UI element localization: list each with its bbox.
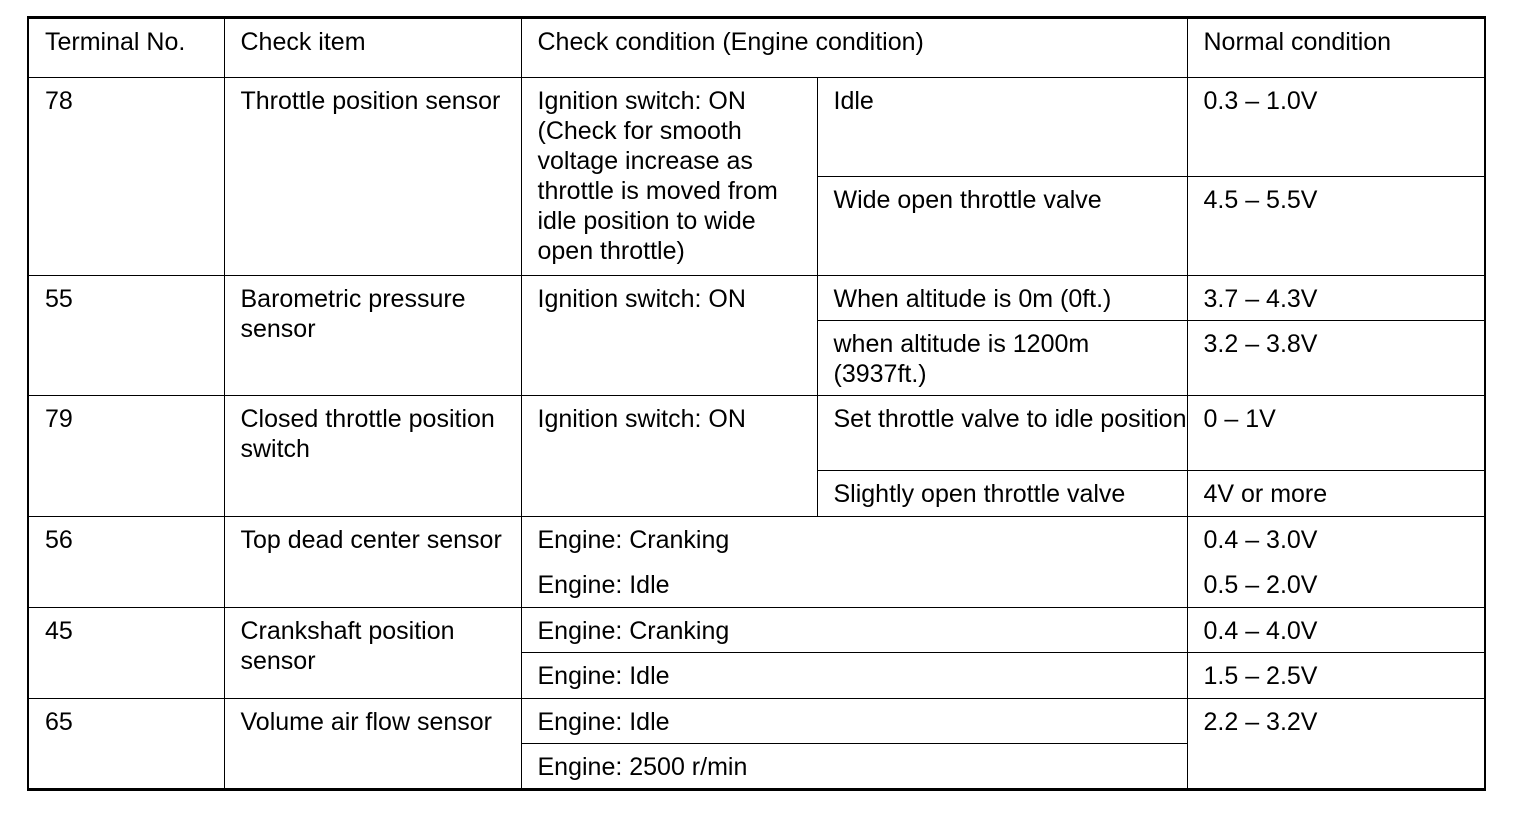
table-row — [28, 608, 1485, 653]
check-item-cell: Throttle position sensor — [224, 78, 521, 276]
engine-state-cell: Set throttle valve to idle position — [817, 396, 1187, 471]
normal-condition-cell: 4V or more — [1187, 471, 1485, 517]
normal-condition-cell: 0 – 1V — [1187, 396, 1485, 471]
table-row — [28, 699, 1485, 744]
check-condition-cell: Engine: Idle — [521, 562, 1187, 608]
header-terminal: Terminal No. — [28, 18, 224, 78]
check-condition-cell: Engine: Cranking — [521, 517, 1187, 562]
header-check-item: Check item — [224, 18, 521, 78]
check-condition-cell: Ignition switch: ON — [521, 276, 817, 396]
table-row — [28, 276, 1485, 321]
check-item-cell: Barometric pressure sensor — [224, 276, 521, 396]
check-condition-cell: Engine: Idle — [521, 699, 1187, 744]
normal-condition-cell: 0.4 – 4.0V — [1187, 608, 1485, 653]
check-condition-cell: Engine: 2500 r/min — [521, 744, 1187, 790]
engine-state-cell: when altitude is 1200m (3937ft.) — [817, 321, 1187, 396]
normal-condition-cell: 3.2 – 3.8V — [1187, 321, 1485, 396]
check-condition-cell: Ignition switch: ON (Check for smooth voltage increase as throttle is moved from idle position to wide open throttle) — [521, 78, 817, 276]
normal-condition-cell: 1.5 – 2.5V — [1187, 653, 1485, 699]
engine-state-cell: Wide open throttle valve — [817, 177, 1187, 276]
inspection-table — [27, 16, 1486, 791]
table-row — [28, 396, 1485, 471]
terminal-cell: 56 — [28, 517, 224, 608]
terminal-cell: 65 — [28, 699, 224, 790]
header-normal-condition: Normal condition — [1187, 18, 1485, 78]
terminal-cell: 45 — [28, 608, 224, 699]
check-item-cell: Crankshaft position sensor — [224, 608, 521, 699]
header-check-condition: Check condition (Engine condition) — [521, 18, 1187, 78]
check-condition-cell: Engine: Cranking — [521, 608, 1187, 653]
terminal-cell: 79 — [28, 396, 224, 517]
table-row — [28, 517, 1485, 562]
normal-condition-cell: 2.2 – 3.2V — [1187, 699, 1485, 790]
normal-condition-cell: 0.5 – 2.0V — [1187, 562, 1485, 608]
check-condition-cell: Ignition switch: ON — [521, 396, 817, 517]
check-condition-cell: Engine: Idle — [521, 653, 1187, 699]
normal-condition-cell: 0.3 – 1.0V — [1187, 78, 1485, 177]
check-item-cell: Top dead center sensor — [224, 517, 521, 608]
terminal-cell: 78 — [28, 78, 224, 276]
normal-condition-cell: 3.7 – 4.3V — [1187, 276, 1485, 321]
check-item-cell: Closed throttle position switch — [224, 396, 521, 517]
engine-state-cell: Slightly open throttle valve — [817, 471, 1187, 517]
check-item-cell: Volume air flow sensor — [224, 699, 521, 790]
header-row — [28, 18, 1485, 78]
engine-state-cell: Idle — [817, 78, 1187, 177]
table-row — [28, 78, 1485, 177]
engine-state-cell: When altitude is 0m (0ft.) — [817, 276, 1187, 321]
normal-condition-cell: 4.5 – 5.5V — [1187, 177, 1485, 276]
terminal-cell: 55 — [28, 276, 224, 396]
normal-condition-cell: 0.4 – 3.0V — [1187, 517, 1485, 562]
